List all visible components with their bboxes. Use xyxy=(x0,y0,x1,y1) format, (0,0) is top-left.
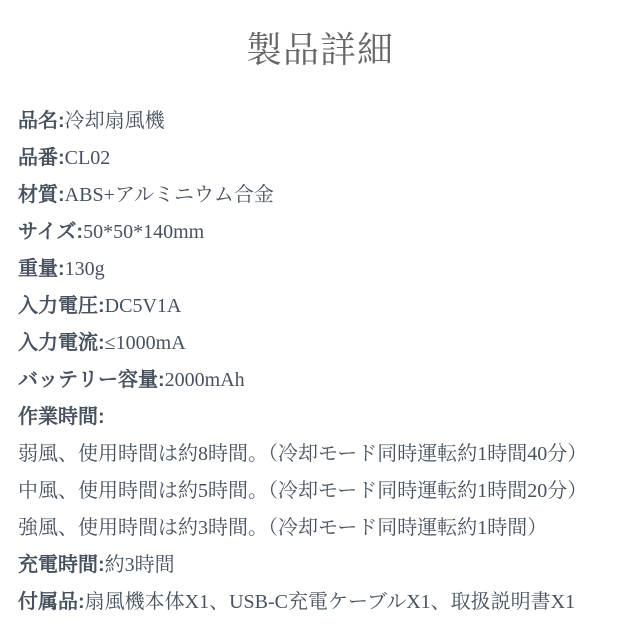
spec-value-product-name: 冷却扇風機 xyxy=(64,110,165,132)
spec-label-charge-time: 充電時間: xyxy=(18,554,105,576)
spec-label-input-current: 入力電流: xyxy=(18,332,105,354)
spec-label-model-number: 品番: xyxy=(18,147,65,169)
page-title: 製品詳細 xyxy=(245,30,394,70)
spec-row-model-number xyxy=(18,140,632,177)
spec-row-input-voltage xyxy=(18,288,632,325)
spec-value-charge-time: 約3時間 xyxy=(104,554,175,576)
spec-value-size: 50*50*140mm xyxy=(83,221,205,243)
spec-label-accessories: 付属品: xyxy=(18,591,85,613)
spec-label-material: 材質: xyxy=(18,184,65,206)
spec-label-input-voltage: 入力電圧: xyxy=(18,295,105,317)
spec-label-battery-capacity: バッテリー容量: xyxy=(18,369,165,391)
spec-row-weight xyxy=(18,251,632,288)
spec-label-size: サイズ: xyxy=(18,221,84,243)
spec-value-input-voltage: DC5V1A xyxy=(104,295,182,317)
spec-row-input-current xyxy=(18,325,632,362)
spec-label-working-time: 作業時間: xyxy=(18,406,105,428)
spec-value-model-number: CL02 xyxy=(64,147,111,169)
spec-label-weight: 重量: xyxy=(18,258,65,280)
spec-value-battery-capacity: 2000mAh xyxy=(164,369,245,391)
spec-row-charge-time xyxy=(18,547,632,584)
spec-row-material xyxy=(18,177,632,214)
spec-row-working-time xyxy=(18,399,632,436)
spec-value-accessories: 扇風機本体X1、USB-C充電ケーブルX1、取扱説明書X1 xyxy=(84,591,576,613)
spec-row-size xyxy=(18,214,632,251)
spec-row-battery-capacity xyxy=(18,362,632,399)
spec-row-accessories xyxy=(18,584,632,621)
working-time-mid-speed: 中風、使用時間は約5時間。（冷却モード同時運転約1時間20分） xyxy=(18,480,588,502)
spec-row-product-name xyxy=(18,103,632,140)
spec-value-input-current: ≤1000mA xyxy=(104,332,186,354)
spec-value-weight: 130g xyxy=(64,258,105,280)
spec-value-material: ABS+アルミニウム合金 xyxy=(64,184,274,206)
spec-label-product-name: 品名: xyxy=(18,110,65,132)
working-time-low-speed: 弱風、使用時間は約8時間。（冷却モード同時運転約1時間40分） xyxy=(18,443,588,465)
spec-list xyxy=(18,103,632,621)
working-time-high-speed: 強風、使用時間は約3時間。（冷却モード同時運転約1時間） xyxy=(18,517,548,539)
